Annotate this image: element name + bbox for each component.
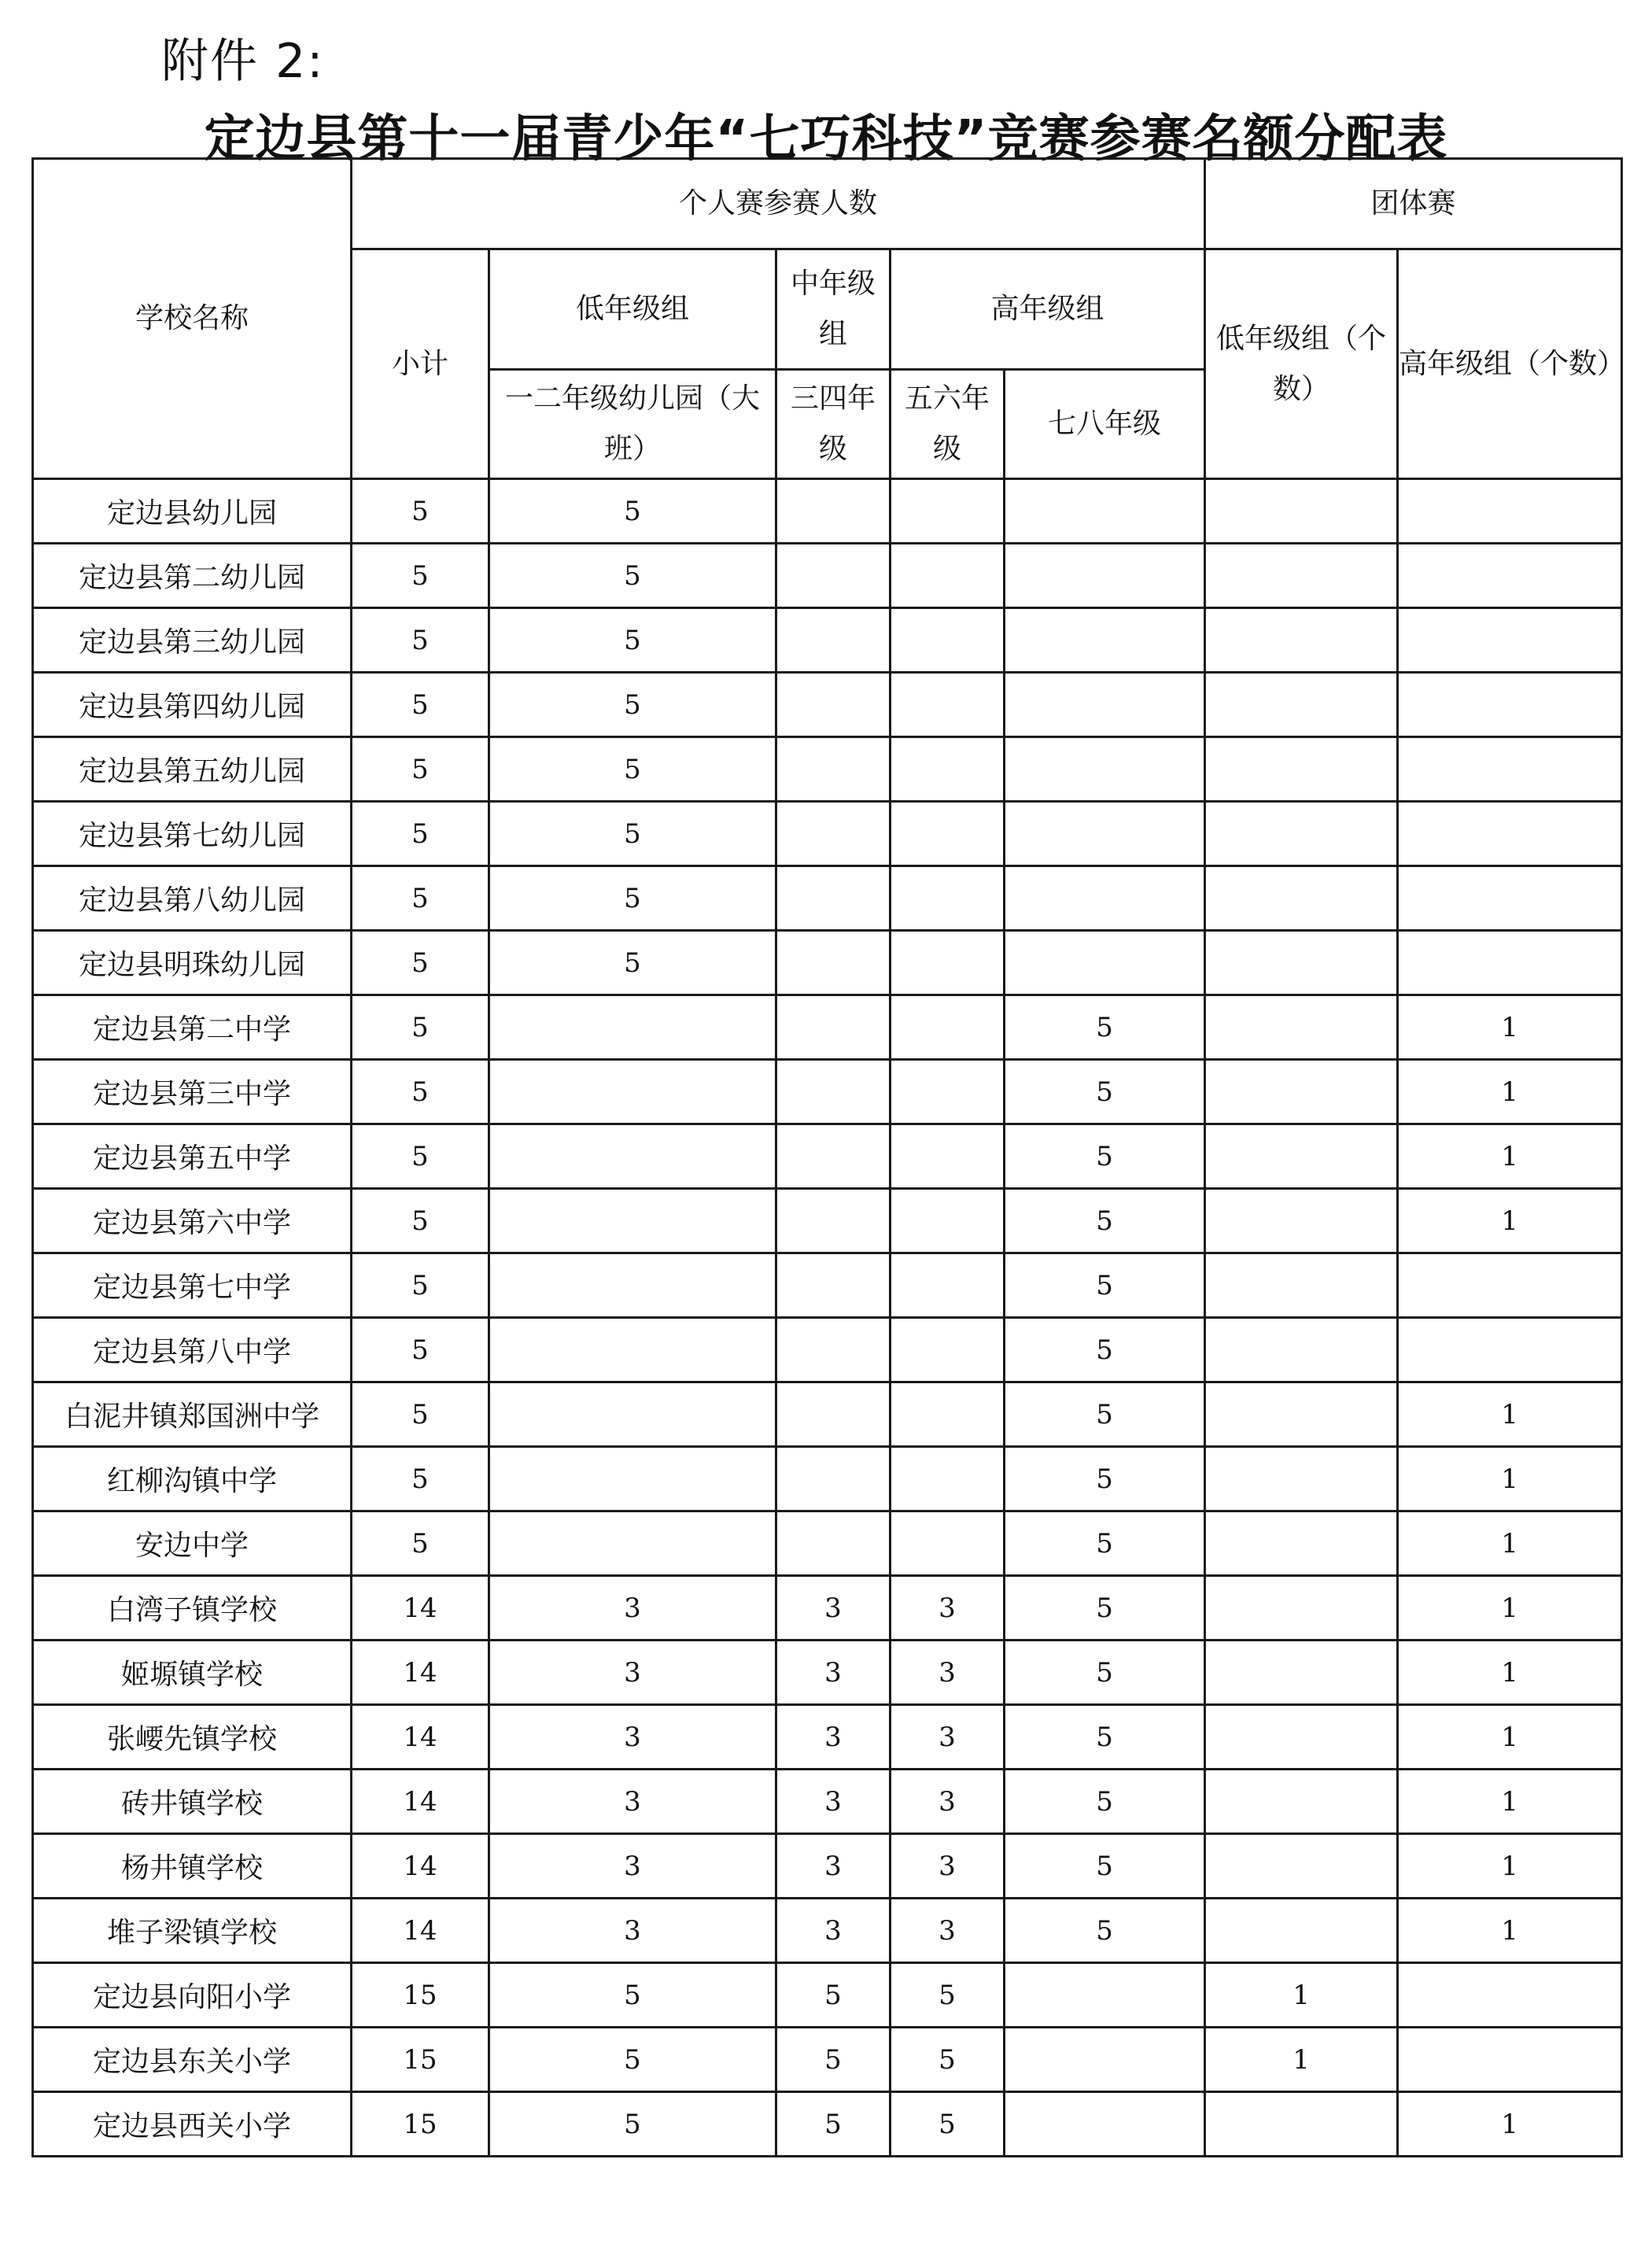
grade-7-8-cell: 5 [1005, 1770, 1205, 1834]
team-high-cell: 1 [1398, 1834, 1622, 1899]
school-name-cell: 定边县第八幼儿园 [33, 866, 352, 931]
grade-1-2-cell: 5 [489, 2092, 776, 2157]
team-low-cell [1205, 1318, 1398, 1382]
team-high-cell: 1 [1398, 1189, 1622, 1253]
team-high-cell: 1 [1398, 1382, 1622, 1447]
grade-7-8-cell: 5 [1005, 1253, 1205, 1318]
grade-5-6-cell [891, 1511, 1005, 1576]
header-team-low: 低年级组（个数） [1205, 249, 1398, 479]
table-row [33, 931, 1622, 995]
table-row [33, 1641, 1622, 1705]
grade-1-2-cell: 3 [489, 1834, 776, 1899]
grade-5-6-cell [891, 1060, 1005, 1124]
table-row [33, 673, 1622, 737]
grade-3-4-cell: 3 [776, 1641, 891, 1705]
header-individual: 个人赛参赛人数 [352, 159, 1205, 249]
table-row [33, 544, 1622, 608]
team-low-cell [1205, 931, 1398, 995]
team-high-cell [1398, 479, 1622, 544]
grade-7-8-cell [1005, 866, 1205, 931]
table-row [33, 1511, 1622, 1576]
team-low-cell [1205, 1641, 1398, 1705]
grade-1-2-cell [489, 1382, 776, 1447]
team-low-cell [1205, 1382, 1398, 1447]
team-low-cell [1205, 1705, 1398, 1770]
grade-7-8-cell [1005, 802, 1205, 866]
grade-3-4-cell [776, 1511, 891, 1576]
table-row [33, 802, 1622, 866]
team-high-cell: 1 [1398, 1060, 1622, 1124]
grade-1-2-cell: 3 [489, 1576, 776, 1641]
team-high-cell: 1 [1398, 1641, 1622, 1705]
team-high-cell [1398, 1318, 1622, 1382]
team-high-cell: 1 [1398, 1124, 1622, 1189]
grade-5-6-cell: 5 [891, 2092, 1005, 2157]
team-low-cell [1205, 802, 1398, 866]
subtotal-cell: 5 [352, 1382, 489, 1447]
team-high-cell [1398, 673, 1622, 737]
grade-7-8-cell [1005, 931, 1205, 995]
grade-1-2-cell: 5 [489, 608, 776, 673]
grade-1-2-cell: 3 [489, 1641, 776, 1705]
grade-5-6-cell: 3 [891, 1899, 1005, 1963]
grade-3-4-cell [776, 1253, 891, 1318]
grade-5-6-cell [891, 1447, 1005, 1511]
team-high-cell: 1 [1398, 1899, 1622, 1963]
team-low-cell [1205, 995, 1398, 1060]
grade-1-2-cell: 3 [489, 1899, 776, 1963]
school-name-cell: 定边县第二幼儿园 [33, 544, 352, 608]
subtotal-cell: 5 [352, 931, 489, 995]
subtotal-cell: 5 [352, 1060, 489, 1124]
school-name-cell: 定边县东关小学 [33, 2028, 352, 2092]
grade-3-4-cell [776, 1060, 891, 1124]
grade-5-6-cell [891, 1382, 1005, 1447]
school-name-cell: 定边县第八中学 [33, 1318, 352, 1382]
team-low-cell [1205, 1189, 1398, 1253]
grade-7-8-cell [1005, 737, 1205, 802]
grade-7-8-cell [1005, 608, 1205, 673]
team-low-cell: 1 [1205, 2028, 1398, 2092]
subtotal-cell: 15 [352, 2028, 489, 2092]
grade-5-6-cell: 3 [891, 1641, 1005, 1705]
header-grade-1-2: 一二年级幼儿园（大班） [489, 370, 776, 479]
grade-1-2-cell: 5 [489, 1963, 776, 2028]
subtotal-cell: 5 [352, 1511, 489, 1576]
table-row [33, 1963, 1622, 2028]
school-name-cell: 定边县第四幼儿园 [33, 673, 352, 737]
subtotal-cell: 5 [352, 995, 489, 1060]
team-high-cell [1398, 931, 1622, 995]
team-high-cell: 1 [1398, 2092, 1622, 2157]
school-name-cell: 安边中学 [33, 1511, 352, 1576]
grade-5-6-cell [891, 866, 1005, 931]
grade-3-4-cell [776, 802, 891, 866]
team-high-cell: 1 [1398, 1511, 1622, 1576]
grade-7-8-cell [1005, 544, 1205, 608]
team-high-cell: 1 [1398, 1770, 1622, 1834]
team-low-cell [1205, 1253, 1398, 1318]
grade-7-8-cell: 5 [1005, 1511, 1205, 1576]
grade-1-2-cell: 5 [489, 737, 776, 802]
school-name-cell: 定边县第七幼儿园 [33, 802, 352, 866]
grade-3-4-cell [776, 866, 891, 931]
table-row [33, 1447, 1622, 1511]
table-row [33, 1382, 1622, 1447]
grade-3-4-cell [776, 673, 891, 737]
grade-1-2-cell [489, 1060, 776, 1124]
grade-7-8-cell: 5 [1005, 1834, 1205, 1899]
subtotal-cell: 5 [352, 1253, 489, 1318]
grade-5-6-cell [891, 737, 1005, 802]
table-row [33, 737, 1622, 802]
school-name-cell: 姬塬镇学校 [33, 1641, 352, 1705]
team-low-cell [1205, 608, 1398, 673]
team-high-cell: 1 [1398, 1447, 1622, 1511]
grade-7-8-cell: 5 [1005, 1124, 1205, 1189]
team-high-cell [1398, 866, 1622, 931]
grade-5-6-cell [891, 1253, 1005, 1318]
team-low-cell [1205, 1576, 1398, 1641]
subtotal-cell: 5 [352, 802, 489, 866]
table-row [33, 2092, 1622, 2157]
grade-3-4-cell [776, 479, 891, 544]
team-low-cell [1205, 1060, 1398, 1124]
school-name-cell: 定边县第三幼儿园 [33, 608, 352, 673]
school-name-cell: 砖井镇学校 [33, 1770, 352, 1834]
grade-7-8-cell: 5 [1005, 1705, 1205, 1770]
school-name-cell: 定边县第七中学 [33, 1253, 352, 1318]
grade-3-4-cell: 3 [776, 1834, 891, 1899]
school-name-cell: 白湾子镇学校 [33, 1576, 352, 1641]
grade-7-8-cell: 5 [1005, 1576, 1205, 1641]
school-name-cell: 定边县幼儿园 [33, 479, 352, 544]
grade-3-4-cell [776, 1189, 891, 1253]
school-name-cell: 白泥井镇郑国洲中学 [33, 1382, 352, 1447]
team-low-cell [1205, 737, 1398, 802]
subtotal-cell: 15 [352, 1963, 489, 2028]
table-row [33, 1705, 1622, 1770]
grade-5-6-cell [891, 608, 1005, 673]
grade-3-4-cell [776, 737, 891, 802]
grade-3-4-cell [776, 931, 891, 995]
subtotal-cell: 5 [352, 1189, 489, 1253]
grade-1-2-cell [489, 1447, 776, 1511]
subtotal-cell: 14 [352, 1705, 489, 1770]
grade-5-6-cell [891, 802, 1005, 866]
grade-5-6-cell: 5 [891, 1963, 1005, 2028]
attachment-label: 附件 2: [161, 34, 325, 89]
grade-3-4-cell: 5 [776, 1963, 891, 2028]
table-body [33, 479, 1622, 2157]
subtotal-cell: 14 [352, 1899, 489, 1963]
grade-7-8-cell [1005, 673, 1205, 737]
grade-3-4-cell [776, 1124, 891, 1189]
grade-7-8-cell: 5 [1005, 1447, 1205, 1511]
team-low-cell [1205, 2092, 1398, 2157]
school-name-cell: 红柳沟镇中学 [33, 1447, 352, 1511]
grade-5-6-cell [891, 1124, 1005, 1189]
grade-7-8-cell: 5 [1005, 1382, 1205, 1447]
grade-7-8-cell: 5 [1005, 1060, 1205, 1124]
school-name-cell: 定边县第二中学 [33, 995, 352, 1060]
team-low-cell [1205, 544, 1398, 608]
team-low-cell [1205, 1124, 1398, 1189]
team-high-cell: 1 [1398, 1576, 1622, 1641]
subtotal-cell: 14 [352, 1641, 489, 1705]
grade-3-4-cell: 5 [776, 2092, 891, 2157]
team-low-cell [1205, 1447, 1398, 1511]
grade-3-4-cell: 3 [776, 1899, 891, 1963]
subtotal-cell: 5 [352, 866, 489, 931]
grade-1-2-cell: 3 [489, 1770, 776, 1834]
header-school-name: 学校名称 [33, 159, 352, 479]
grade-7-8-cell [1005, 479, 1205, 544]
grade-1-2-cell: 5 [489, 866, 776, 931]
grade-1-2-cell [489, 1189, 776, 1253]
grade-5-6-cell: 3 [891, 1834, 1005, 1899]
header-grade-7-8: 七八年级 [1005, 370, 1205, 479]
grade-7-8-cell: 5 [1005, 1899, 1205, 1963]
team-high-cell [1398, 802, 1622, 866]
table-row [33, 1318, 1622, 1382]
subtotal-cell: 14 [352, 1576, 489, 1641]
subtotal-cell: 5 [352, 1318, 489, 1382]
table-row [33, 608, 1622, 673]
team-high-cell [1398, 2028, 1622, 2092]
table-row [33, 1189, 1622, 1253]
subtotal-cell: 5 [352, 1447, 489, 1511]
table-row [33, 1124, 1622, 1189]
table-row [33, 2028, 1622, 2092]
school-name-cell: 堆子梁镇学校 [33, 1899, 352, 1963]
table-row [33, 1060, 1622, 1124]
grade-3-4-cell [776, 608, 891, 673]
header-team: 团体赛 [1205, 159, 1622, 249]
school-name-cell: 杨井镇学校 [33, 1834, 352, 1899]
grade-1-2-cell: 5 [489, 544, 776, 608]
subtotal-cell: 5 [352, 479, 489, 544]
grade-5-6-cell [891, 995, 1005, 1060]
grade-7-8-cell [1005, 1963, 1205, 2028]
grade-1-2-cell [489, 1124, 776, 1189]
team-low-cell [1205, 1770, 1398, 1834]
grade-1-2-cell: 5 [489, 931, 776, 995]
grade-7-8-cell: 5 [1005, 1189, 1205, 1253]
subtotal-cell: 5 [352, 1124, 489, 1189]
grade-7-8-cell: 5 [1005, 1641, 1205, 1705]
header-grade-5-6: 五六年级 [891, 370, 1005, 479]
school-name-cell: 定边县第六中学 [33, 1189, 352, 1253]
quota-table [31, 157, 1626, 2157]
grade-3-4-cell [776, 1382, 891, 1447]
header-subtotal: 小计 [352, 249, 489, 479]
subtotal-cell: 5 [352, 608, 489, 673]
team-high-cell: 1 [1398, 1705, 1622, 1770]
grade-1-2-cell [489, 1253, 776, 1318]
table-row [33, 1834, 1622, 1899]
school-name-cell: 定边县第五中学 [33, 1124, 352, 1189]
grade-5-6-cell [891, 673, 1005, 737]
grade-1-2-cell [489, 995, 776, 1060]
grade-1-2-cell [489, 1511, 776, 1576]
table-row [33, 479, 1622, 544]
grade-5-6-cell [891, 544, 1005, 608]
grade-5-6-cell [891, 1318, 1005, 1382]
team-low-cell [1205, 866, 1398, 931]
table-row [33, 1576, 1622, 1641]
table-row [33, 1770, 1622, 1834]
grade-1-2-cell [489, 1318, 776, 1382]
header-team-high: 高年级组（个数） [1398, 249, 1622, 479]
subtotal-cell: 5 [352, 673, 489, 737]
school-name-cell: 张崾先镇学校 [33, 1705, 352, 1770]
team-low-cell [1205, 1511, 1398, 1576]
grade-5-6-cell [891, 1189, 1005, 1253]
subtotal-cell: 14 [352, 1834, 489, 1899]
grade-7-8-cell [1005, 2028, 1205, 2092]
team-low-cell [1205, 1834, 1398, 1899]
team-low-cell [1205, 1899, 1398, 1963]
team-low-cell [1205, 673, 1398, 737]
grade-1-2-cell: 3 [489, 1705, 776, 1770]
school-name-cell: 定边县向阳小学 [33, 1963, 352, 2028]
grade-1-2-cell: 5 [489, 2028, 776, 2092]
grade-7-8-cell: 5 [1005, 995, 1205, 1060]
grade-3-4-cell: 5 [776, 2028, 891, 2092]
header-mid-group: 中年级组 [776, 249, 891, 370]
school-name-cell: 定边县西关小学 [33, 2092, 352, 2157]
header-high-group: 高年级组 [891, 249, 1205, 370]
grade-5-6-cell: 3 [891, 1576, 1005, 1641]
grade-5-6-cell [891, 931, 1005, 995]
grade-1-2-cell: 5 [489, 479, 776, 544]
header-grade-3-4: 三四年级 [776, 370, 891, 479]
grade-3-4-cell: 3 [776, 1705, 891, 1770]
grade-7-8-cell [1005, 2092, 1205, 2157]
team-high-cell [1398, 544, 1622, 608]
subtotal-cell: 5 [352, 737, 489, 802]
school-name-cell: 定边县第三中学 [33, 1060, 352, 1124]
grade-3-4-cell [776, 1447, 891, 1511]
grade-5-6-cell: 3 [891, 1770, 1005, 1834]
team-high-cell: 1 [1398, 995, 1622, 1060]
grade-7-8-cell: 5 [1005, 1318, 1205, 1382]
grade-1-2-cell: 5 [489, 802, 776, 866]
team-high-cell [1398, 737, 1622, 802]
grade-3-4-cell [776, 544, 891, 608]
grade-3-4-cell: 3 [776, 1770, 891, 1834]
grade-3-4-cell [776, 1318, 891, 1382]
subtotal-cell: 5 [352, 544, 489, 608]
table-row [33, 866, 1622, 931]
grade-3-4-cell [776, 995, 891, 1060]
grade-3-4-cell: 3 [776, 1576, 891, 1641]
page-title: 定边县第十一届青少年“七巧科技”竞赛参赛名额分配表 [204, 110, 1448, 168]
subtotal-cell: 14 [352, 1770, 489, 1834]
grade-5-6-cell: 3 [891, 1705, 1005, 1770]
grade-5-6-cell: 5 [891, 2028, 1005, 2092]
table-row [33, 995, 1622, 1060]
grade-1-2-cell: 5 [489, 673, 776, 737]
grade-5-6-cell [891, 479, 1005, 544]
header-low-group: 低年级组 [489, 249, 776, 370]
table-row [33, 1899, 1622, 1963]
team-low-cell: 1 [1205, 1963, 1398, 2028]
team-high-cell [1398, 608, 1622, 673]
team-low-cell [1205, 479, 1398, 544]
school-name-cell: 定边县第五幼儿园 [33, 737, 352, 802]
table-row [33, 1253, 1622, 1318]
team-high-cell [1398, 1253, 1622, 1318]
team-high-cell [1398, 1963, 1622, 2028]
school-name-cell: 定边县明珠幼儿园 [33, 931, 352, 995]
subtotal-cell: 15 [352, 2092, 489, 2157]
